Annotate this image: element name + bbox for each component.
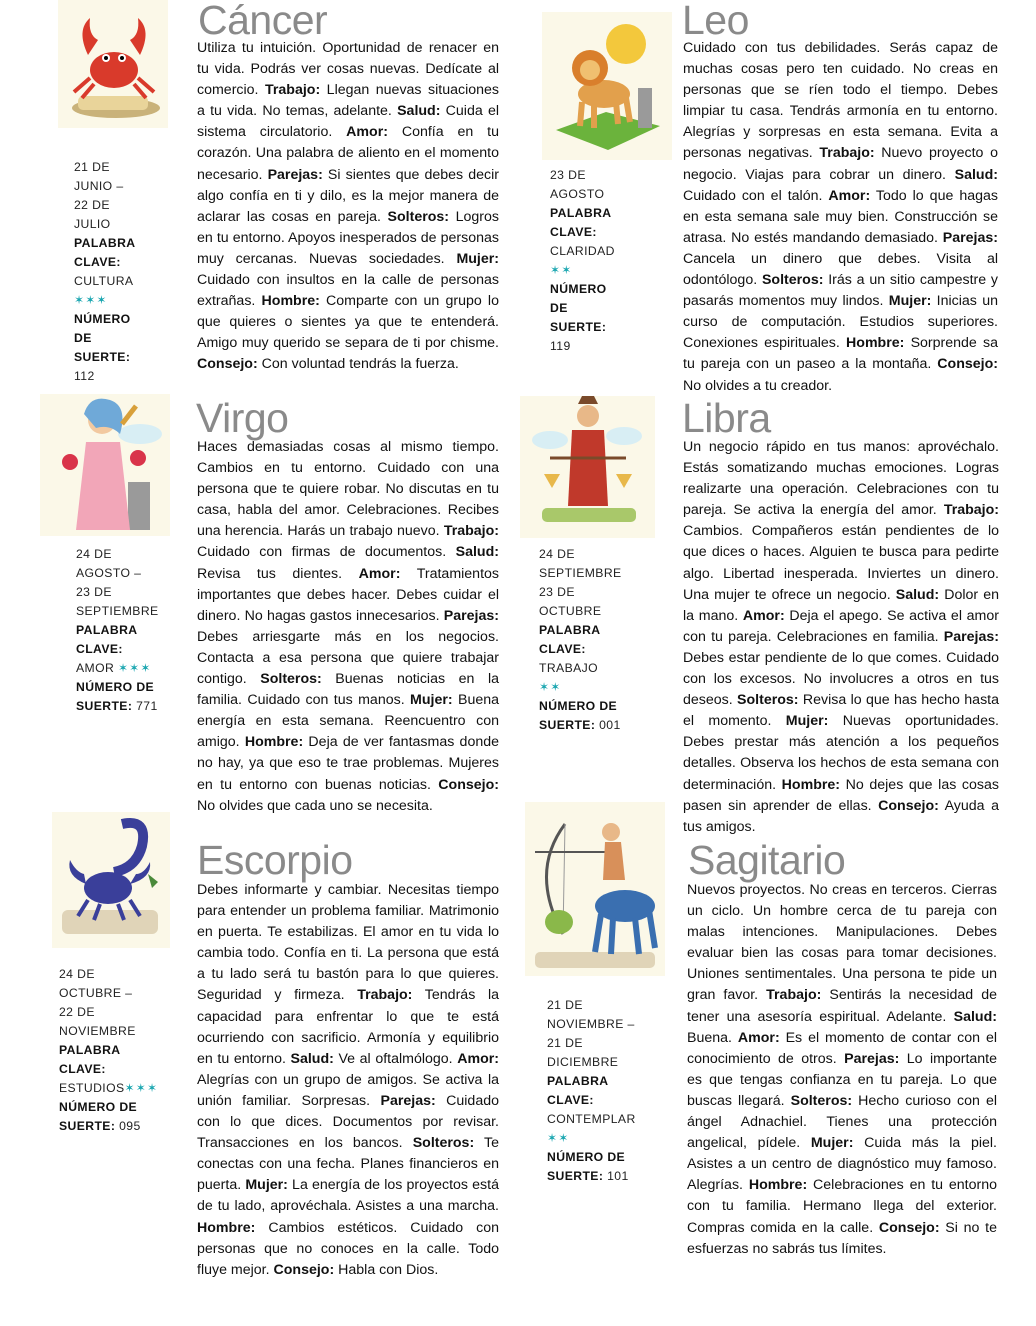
keyword-label: PALABRA CLAVE: [539, 623, 601, 656]
section-label: Parejas: [380, 1092, 436, 1109]
star-rating: ✶✶ [547, 1131, 570, 1145]
section-label: Trabajo: [357, 987, 413, 1004]
section-label: Hombre: [781, 776, 841, 793]
lucky-number-label: NÚMERO DE [547, 1150, 626, 1164]
section-label: Trabajo: [766, 987, 822, 1004]
date-range-end: 21 DE DICIEMBRE [547, 1036, 619, 1069]
keyword-value: ESTUDIOS [59, 1081, 125, 1095]
date-range-start: 24 DE OCTUBRE – [59, 967, 133, 1000]
section-label: Mujer: [245, 1177, 288, 1194]
section-label: Parejas: [443, 607, 499, 624]
date-range-start: 21 DE NOVIEMBRE – [547, 998, 635, 1031]
section-label: Consejo: [197, 356, 258, 373]
date-range-end: 22 DE NOVIEMBRE [59, 1005, 136, 1038]
section-label: Hombre: [748, 1177, 808, 1194]
section-label: Salud: [290, 1050, 334, 1067]
section-label: Trabajo: [819, 145, 875, 162]
section-label: Consejo: [937, 356, 998, 373]
star-rating: ✶✶✶ [117, 661, 152, 675]
horoscope-text: Haces demasiadas cosas al mismo tiempo. Cambios en tu entorno. Cuidado con una persona que te quiere robar. No discutas en tu casa, habla del amor. Celebraciones. Recibes una herencia. Harás un trabajo nuevo. Trabajo: Cuidado con firmas de documentos. Salud: Revisa tus dientes. Amor: Tratamientos importantes que debes hacer. Debes cuidar el dinero. No hagas gastos innecesarios. Parejas: Debes arriesgarte más en los negocios. Contacta a esa persona que quiere trabajar contigo. Solteros: Buenas noticias en la familia. Cuidado con tus manos. Mujer: Buena energía en esta semana. Reencuentro con amigo. Hombre: Deja de ver fantasmas donde no hay, ya que eso te trae problemas. Mujeres en tu entorno con buenas noticias. Consejo: No olvides que cada uno se necesita. [197, 439, 500, 814]
star-rating: ✶✶ [550, 263, 573, 277]
section-label: Consejo: [273, 1261, 335, 1278]
section-label: Consejo: [878, 797, 939, 814]
lucky-number-label-2: SUERTE: [547, 1169, 604, 1183]
keyword-value: TRABAJO [539, 661, 599, 675]
section-label: Consejo: [438, 776, 499, 793]
section-label: Hombre: [846, 335, 905, 352]
section-label: Consejo: [878, 1219, 940, 1236]
lion-icon [542, 12, 672, 160]
section-label: Solteros: [737, 692, 799, 709]
crab-icon [58, 0, 168, 128]
section-label: Amor: [742, 607, 785, 624]
sign-title: Virgo [196, 395, 289, 441]
date-range-end: 23 DE OCTUBRE [539, 585, 602, 618]
star-rating: ✶✶✶ [74, 293, 108, 307]
date-range-start: 24 DE SEPTIEMBRE [539, 547, 622, 580]
lucky-number-label-2: SUERTE: [550, 320, 607, 334]
section-label: Mujer: [785, 713, 829, 730]
section-label: Amor: [737, 1029, 780, 1046]
section-label: Salud: [455, 544, 499, 561]
sign-title: Leo [682, 0, 749, 43]
section-label: Amor: [828, 187, 871, 204]
lucky-number: 112 [74, 369, 95, 383]
section-label: Salud: [953, 1008, 997, 1025]
section-label: Solteros: [387, 208, 450, 225]
section-label: Salud: [895, 586, 940, 603]
lucky-number: 001 [599, 718, 621, 732]
horoscope-text: Cuidado con tus debilidades. Serás capaz de muchas cosas pero ten cuidado. No creas en personas que se ríen todo el tiempo. Debes limpiar tu casa. Tendrás armonía en tu entorno. Alegrías y sorpresas en esta semana. Evita a personas negativas. Trabajo: Nuevo proyecto o negocio. Viajas para cobrar un dinero. Salud: Cuidado con el talón. Amor: Todo lo que hagas en esta semana sale muy bien. Construcción se atrasa. No estés mandando demasiado. Parejas: Cancela un dinero que debes. Visita al odontólogo. Solteros: Irás a un sitio campestre y pasarás momentos muy lindos. Mujer: Inicias un curso de computación. Estudios superiores. Conexiones espirituales. Hombre: Sorprende sa tu pareja con un paseo a la montaña. Consejo: No olvides a tu creador. [683, 40, 999, 394]
section-label: Parejas: [844, 1050, 900, 1067]
keyword-label: PALABRA CLAVE: [547, 1074, 609, 1107]
lucky-number-label-2: SUERTE: [59, 1119, 116, 1133]
date-range-start: 23 DE AGOSTO [550, 168, 605, 201]
maiden-icon [40, 394, 170, 536]
date-range-start: 24 DE AGOSTO – [76, 547, 142, 580]
lucky-number: 095 [119, 1119, 141, 1133]
keyword-value: CLARIDAD [550, 244, 615, 258]
section-label: Trabajo: [265, 82, 321, 99]
section-label: Hombre: [197, 1219, 256, 1236]
section-label: Salud: [397, 103, 441, 120]
lucky-number-label-2: SUERTE: [539, 718, 596, 732]
lucky-number-label: NÚMERO DE [550, 282, 607, 315]
lucky-number: 101 [607, 1169, 629, 1183]
archer-icon [525, 802, 665, 976]
sign-title: Escorpio [197, 837, 353, 883]
section-label: Mujer: [410, 692, 453, 709]
keyword-value: CONTEMPLAR [547, 1112, 636, 1126]
section-label: Salud: [954, 166, 998, 183]
section-label: Amor: [346, 124, 388, 141]
star-rating: ✶✶ [539, 680, 562, 694]
section-label: Parejas: [942, 229, 998, 246]
horoscope-text: Un negocio rápido en tus manos: aprovéchalo. Estás somatizando muchas emociones. Logras realizarte una operación. Celebraciones con tu pareja. Se activa la energía del amor. Trabajo: Cambios. Compañeros están pendientes de lo que dices o haces. Alguien te busca para pedirte algo. Libertad inesperada. Inviertes un dinero. Una mujer te ofrece un negocio. Salud: Dolor en la mano. Amor: Deja el apego. Se activa el amor con tu pareja. Celebraciones en familia. Parejas: Debes estar pendiente de lo que comes. Cuidado con los excesos. No involucres a otros en tus deseos. Solteros: Revisa lo que has hecho hasta el momento. Mujer: Nuevas oportunidades. Debes prestar más atención a los pequeños detalles. Observa los hechos de esta semana con determinación. Hombre: No dejes que las cosas pasen sin aprender de ellas. Consejo: Ayuda a tus amigos. [683, 439, 999, 835]
horoscope-text: Utiliza tu intuición. Oportunidad de renacer en tu vida. Podrás ver cosas nuevas. Dedícate al comercio. Trabajo: Llegan nuevas situaciones a tu vida. No temas, adelante. Salud: Cuida el sistema circulatorio. Amor: Confía en tu corazón. Una palabra de aliento en el momento necesario. Parejas: Si sientes que debes decir algo confía en ti y dilo, es la mejor manera de aclarar las cosas en pareja. Solteros: Logros en tu entorno. Apoyos inesperados de personas muy cercanas. Nuevas sociedades. Mujer: Cuidado con insultos en la calle de personas extrañas. Hombre: Comparte con un grupo lo que quieres o sientes ya que te entenderá. Amigo muy querido se separa de ti por chisme. Consejo: Con voluntad tendrás la fuerza. [197, 40, 499, 373]
lucky-number-label: NÚMERO DE [76, 680, 155, 694]
horoscope-text: Debes informarte y cambiar. Necesitas tiempo para entender un problema familiar. Matrimonio en puerta. Te estabilizas. El amor en tu vida lo cambia todo. Confía en ti. La persona que está a tu lado será tu bastón para lo que quieres. Seguridad y firmeza. Trabajo: Tendrás la capacidad para enfrentar lo que te está ocurriendo con sacrificio. Armonía y equilibrio en tu entorno. Salud: Ve al oftalmólogo. Amor: Alegrías con un grupo de amigos. Se activa la unión familiar. Sorpresas. Parejas: Cuidado con lo que dices. Documentos por revisar. Transacciones en los bancos. Solteros: Te conectas con una fecha. Planes financieros en puerta. Mujer: La energía de los proyectos está de tu lado, aprovéchala. Asistes a una marcha. Hombre: Cambios estéticos. Cuidado con personas que no conoces en la calle. Todo fluye mejor. Consejo: Habla con Dios. [197, 882, 500, 1278]
keyword-label: PALABRA CLAVE: [74, 236, 136, 269]
keyword-label: PALABRA CLAVE: [59, 1043, 121, 1076]
lucky-number-label-2: SUERTE: [74, 350, 131, 364]
lucky-number: 771 [136, 699, 158, 713]
sign-title: Libra [682, 395, 771, 441]
scales-icon [520, 396, 655, 538]
section-label: Solteros: [412, 1135, 475, 1152]
section-label: Hombre: [261, 293, 320, 310]
section-label: Solteros: [260, 671, 322, 688]
section-label: Trabajo: [443, 523, 499, 540]
star-rating: ✶✶✶ [124, 1081, 159, 1095]
section-label: Mujer: [810, 1135, 854, 1152]
scorpion-icon [52, 812, 170, 948]
horoscope-text: Nuevos proyectos. No creas en terceros. Cierras un ciclo. Un hombre cerca de tu pareja con malas intenciones. Manipulaciones. Debes evaluar bien las cosas para tomar decisiones. Uniones sentimentales. Una persona te pide un gran favor. Trabajo: Sentirás la necesidad de tener una asesoría espiritual. Adelante. Salud: Buena. Amor: Es el momento de contar con el conocimiento de otros. Parejas: Lo importante es que tengas confianza en tu pareja. Lo que buscas llegará. Solteros: Hecho curioso con el ángel Adnachiel. Tienes una protección angelical, pídele. Mujer: Cuida más la piel. Asistes a un centro de diagnóstico muy famoso. Alegrías. Hombre: Celebraciones en tu entorno con tu familia. Hermano llega del exterior. Compras comida en la calle. Consejo: Si no te esfuerzas no sabrás tus límites. [687, 882, 997, 1257]
keyword-value: AMOR [76, 661, 115, 675]
lucky-number-label: NÚMERO DE [74, 312, 131, 345]
keyword-label: PALABRA CLAVE: [550, 206, 612, 239]
section-label: Parejas: [267, 166, 323, 183]
sign-title: Sagitario [688, 837, 846, 883]
section-label: Amor: [358, 565, 401, 582]
date-range-start: 21 DE JUNIO – [74, 160, 124, 193]
keyword-value: CULTURA [74, 274, 133, 288]
sign-title: Cáncer [198, 0, 328, 43]
section-label: Solteros: [790, 1092, 853, 1109]
date-range-end: 23 DE SEPTIEMBRE [76, 585, 159, 618]
section-label: Amor: [457, 1050, 500, 1067]
date-range-end: 22 DE JULIO [74, 198, 111, 231]
section-label: Solteros: [761, 272, 824, 289]
section-label: Mujer: [888, 293, 932, 310]
section-label: Parejas: [943, 628, 999, 645]
lucky-number: 119 [550, 339, 571, 353]
lucky-number-label: NÚMERO DE [539, 699, 618, 713]
section-label: Trabajo: [943, 502, 999, 519]
lucky-number-label-2: SUERTE: [76, 699, 133, 713]
keyword-label: PALABRA CLAVE: [76, 623, 138, 656]
lucky-number-label: NÚMERO DE [59, 1100, 138, 1114]
section-label: Hombre: [244, 734, 304, 751]
section-label: Mujer: [456, 250, 499, 267]
